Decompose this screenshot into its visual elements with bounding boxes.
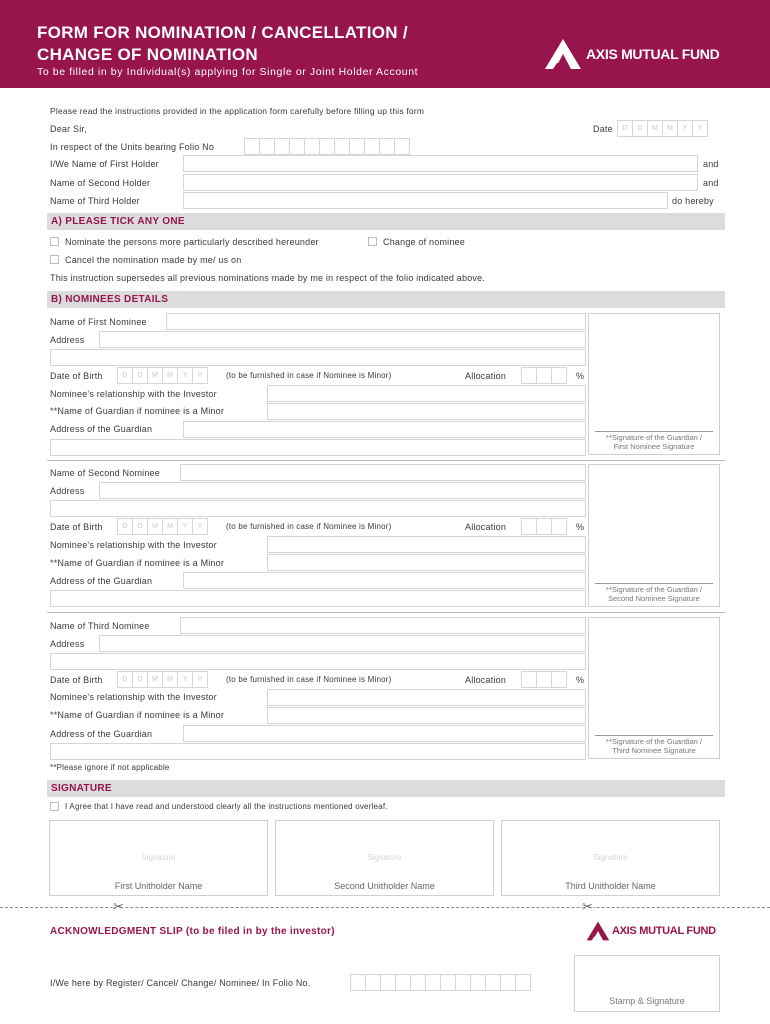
nominee1-guardian-address-field-1[interactable] <box>183 421 586 438</box>
nominee-divider-2 <box>47 612 725 613</box>
axis-logo-small-icon <box>586 921 610 941</box>
nominee2-guardian-address-label: Address of the Guardian <box>50 576 153 586</box>
nominee2-name-label: Name of Second Nominee <box>50 468 160 478</box>
nominee2-guardian-name-field[interactable] <box>267 554 586 571</box>
signature-placeholder: Signature <box>593 853 628 862</box>
nominee1-relationship-label: Nominee's relationship with the Investor <box>50 389 217 399</box>
nominee2-guardian-address-field-1[interactable] <box>183 572 586 589</box>
folio-label: In respect of the Units bearing Folio No <box>50 142 215 152</box>
nominee1-guardian-address-field-2[interactable] <box>50 439 586 456</box>
second-unitholder-label: Second Unitholder Name <box>334 881 435 891</box>
scissors-icon: ✂ <box>582 899 593 914</box>
stamp-signature-box[interactable] <box>574 955 720 1012</box>
ack-folio-field[interactable] <box>350 974 530 991</box>
nominee2-dob-label: Date of Birth <box>50 522 103 532</box>
cancel-nomination-checkbox[interactable] <box>50 255 59 264</box>
nominee2-guardian-name-label: **Name of Guardian if nominee is a Minor <box>50 558 225 568</box>
nominee2-relationship-field[interactable] <box>267 536 586 553</box>
nominee3-relationship-label: Nominee's relationship with the Investor <box>50 692 217 702</box>
change-nominee-checkbox[interactable] <box>368 237 377 246</box>
nominee1-address-field-1[interactable] <box>99 331 586 348</box>
nominee3-minor-note: (to be furnished in case if Nominee is Minor) <box>226 675 392 684</box>
and-text-1: and <box>703 159 719 169</box>
signature-placeholder: Signature <box>367 853 402 862</box>
ack-folio-label: I/We here by Register/ Cancel/ Change/ Nominee/ In Folio No. <box>50 978 311 988</box>
first-holder-label: I/We Name of First Holder <box>50 159 159 169</box>
second-holder-field[interactable] <box>183 174 698 191</box>
nominee3-guardian-address-label: Address of the Guardian <box>50 729 153 739</box>
third-unitholder-signature-box[interactable] <box>501 820 720 896</box>
nominee-divider-1 <box>47 460 725 461</box>
ignore-note: **Please ignore if not applicable <box>50 763 170 772</box>
signature-section-header: SIGNATURE <box>47 780 725 797</box>
first-unitholder-label: First Unitholder Name <box>114 881 203 891</box>
nominee1-guardian-name-label: **Name of Guardian if nominee is a Minor <box>50 406 225 416</box>
folio-number-field[interactable] <box>244 138 409 155</box>
nominee2-signature-box[interactable]: **Signature of the Guardian / Second Nominee Signature <box>588 464 720 607</box>
first-holder-field[interactable] <box>183 155 698 172</box>
second-unitholder-signature-box[interactable] <box>275 820 494 896</box>
nominee1-allocation-label: Allocation <box>465 371 507 381</box>
nominee2-address-label: Address <box>50 486 85 496</box>
scissors-icon: ✂ <box>113 899 124 914</box>
nominee2-address-field-2[interactable] <box>50 500 586 517</box>
date-field[interactable]: D D M M Y Y <box>617 120 707 137</box>
nominee2-percent: % <box>576 522 585 532</box>
axis-logo-text: AXIS MUTUAL FUND <box>586 46 720 62</box>
nominee2-address-field-1[interactable] <box>99 482 586 499</box>
nominee2-name-field[interactable] <box>180 464 586 481</box>
nominee3-relationship-field[interactable] <box>267 689 586 706</box>
form-subtitle: To be filled in by Individual(s) applying for Single or Joint Holder Account <box>37 66 419 78</box>
nominee3-guardian-name-label: **Name of Guardian if nominee is a Minor <box>50 710 225 720</box>
signature-placeholder: Signature <box>141 853 176 862</box>
nominee3-guardian-address-field-1[interactable] <box>183 725 586 742</box>
nominee2-minor-note: (to be furnished in case if Nominee is Minor) <box>226 522 392 531</box>
third-holder-label: Name of Third Holder <box>50 196 140 206</box>
nominee1-name-label: Name of First Nominee <box>50 317 147 327</box>
dear-sir-text: Dear Sir, <box>50 124 87 134</box>
nominee3-dob-field[interactable]: D D M M Y Y <box>117 671 207 688</box>
nominee3-percent: % <box>576 675 585 685</box>
change-nominee-label: Change of nominee <box>383 237 465 247</box>
nominee1-address-label: Address <box>50 335 85 345</box>
nominee2-allocation-field[interactable] <box>521 518 566 535</box>
agree-checkbox[interactable] <box>50 802 59 811</box>
nominee1-minor-note: (to be furnished in case if Nominee is Minor) <box>226 371 392 380</box>
and-text-2: and <box>703 178 719 188</box>
date-label: Date <box>593 124 613 134</box>
section-a-header: A) PLEASE TICK ANY ONE <box>47 213 725 230</box>
nominee1-address-field-2[interactable] <box>50 349 586 366</box>
nominee3-guardian-address-field-2[interactable] <box>50 743 586 760</box>
nominee1-name-field[interactable] <box>166 313 586 330</box>
axis-logo-small-text: AXIS MUTUAL FUND <box>612 925 716 937</box>
nominee2-relationship-label: Nominee's relationship with the Investor <box>50 540 217 550</box>
stamp-signature-label: Stamp & Signature <box>609 996 685 1006</box>
third-unitholder-label: Third Unitholder Name <box>565 881 656 891</box>
nominate-checkbox[interactable] <box>50 237 59 246</box>
nominee1-allocation-field[interactable] <box>521 367 566 384</box>
supersedes-text: This instruction supersedes all previous nominations made by me in respect of the folio indicated above. <box>50 273 486 283</box>
section-b-header: B) NOMINEES DETAILS <box>47 291 725 308</box>
first-unitholder-signature-box[interactable] <box>49 820 268 896</box>
nominee3-signature-box[interactable]: **Signature of the Guardian / Third Nominee Signature <box>588 617 720 759</box>
nominee2-allocation-label: Allocation <box>465 522 507 532</box>
nominee3-dob-label: Date of Birth <box>50 675 103 685</box>
nominee2-guardian-address-field-2[interactable] <box>50 590 586 607</box>
nominee3-guardian-name-field[interactable] <box>267 707 586 724</box>
nominee1-guardian-name-field[interactable] <box>267 403 586 420</box>
form-title: FORM FOR NOMINATION / CANCELLATION / CHANGE OF NOMINATION <box>37 23 408 64</box>
nominee3-address-field-2[interactable] <box>50 653 586 670</box>
nominee3-allocation-field[interactable] <box>521 671 566 688</box>
do-hereby-text: do hereby <box>672 196 714 206</box>
axis-logo-icon <box>544 38 582 70</box>
nominee3-address-label: Address <box>50 639 85 649</box>
nominee3-address-field-1[interactable] <box>99 635 586 652</box>
cancel-nomination-label: Cancel the nomination made by me/ us on <box>65 255 242 265</box>
ack-title: ACKNOWLEDGMENT SLIP (to be filed in by the investor) <box>50 926 335 937</box>
nominee3-name-label: Name of Third Nominee <box>50 621 150 631</box>
nominee1-dob-field[interactable]: D D M M Y Y <box>117 367 207 384</box>
nominee3-allocation-label: Allocation <box>465 675 507 685</box>
nominee2-dob-field[interactable]: D D M M Y Y <box>117 518 207 535</box>
third-holder-field[interactable] <box>183 192 668 209</box>
instructions-text: Please read the instructions provided in the application form carefully before filling up this form <box>50 106 425 116</box>
nominee3-name-field[interactable] <box>180 617 586 634</box>
agree-label: I Agree that I have read and understood clearly all the instructions mentioned overleaf. <box>65 802 388 811</box>
nominee1-dob-label: Date of Birth <box>50 371 103 381</box>
axis-logo-small <box>586 921 716 941</box>
nominee1-percent: % <box>576 371 585 381</box>
nominee1-guardian-address-label: Address of the Guardian <box>50 424 153 434</box>
axis-logo <box>544 38 719 70</box>
second-holder-label: Name of Second Holder <box>50 178 151 188</box>
nominee1-relationship-field[interactable] <box>267 385 586 402</box>
nominate-label: Nominate the persons more particularly described hereunder <box>65 237 319 247</box>
nominee1-signature-box[interactable]: **Signature of the Guardian / First Nominee Signature <box>588 313 720 455</box>
